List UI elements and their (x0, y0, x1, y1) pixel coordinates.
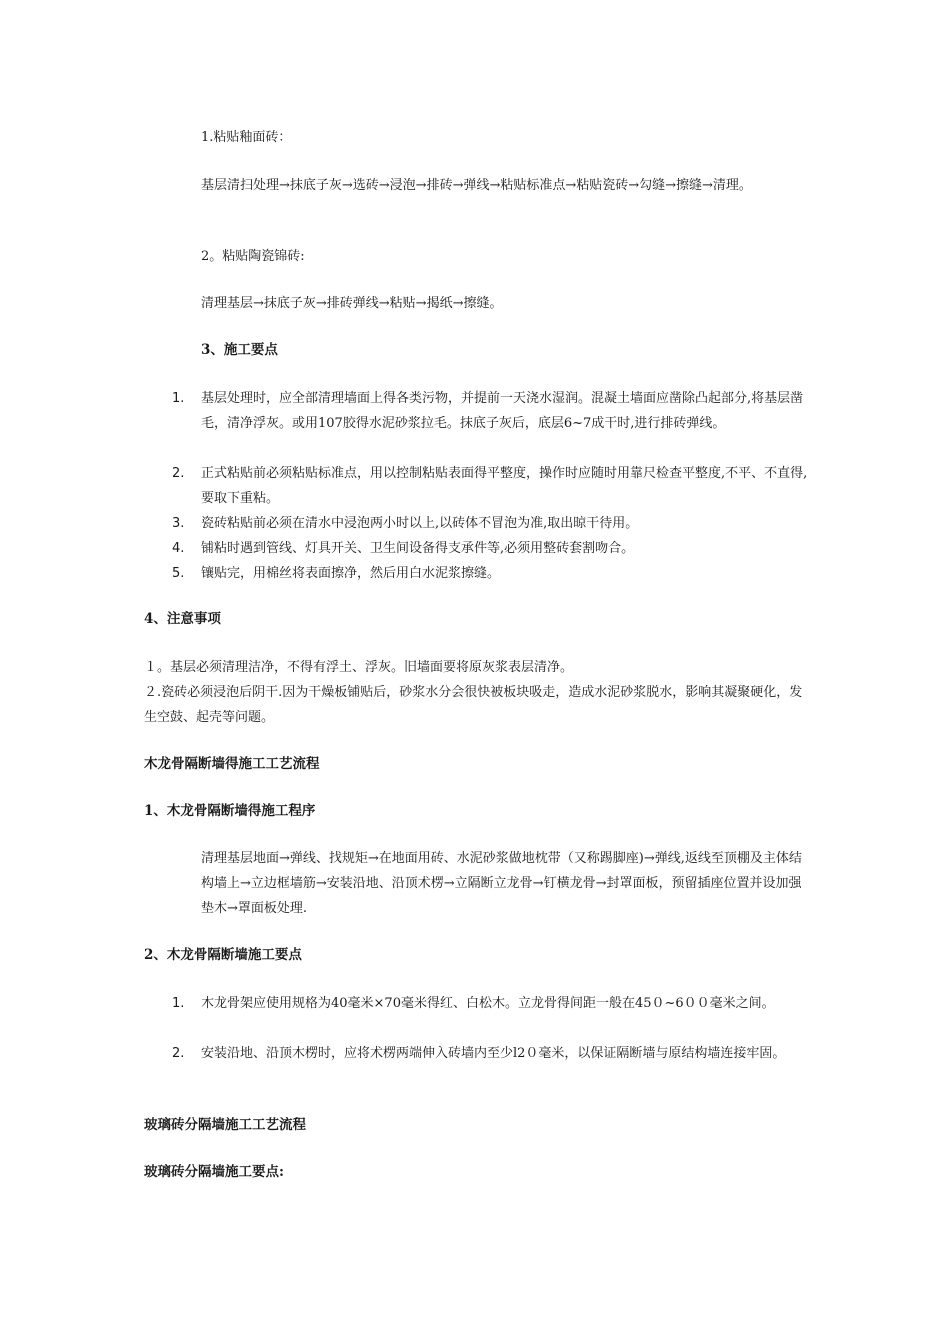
list-text: 正式粘贴前必须粘贴标准点，用以控制粘贴表面得平整度，操作时应随时用靠尺检查平整度,不平、不直得,要取下重粘。 (201, 466, 808, 506)
list-number: 1. (172, 996, 185, 1011)
section-4-heading: 4、注意事项 (144, 611, 221, 627)
section-1-flow: 基层清扫处理→抹底子灰→选砖→浸泡→排砖→弹线→粘贴标准点→粘贴瓷砖→勾缝→擦缝→清理。 (201, 178, 752, 193)
list-text: 镶贴完，用棉丝将表面擦净，然后用白水泥浆擦缝。 (201, 566, 501, 581)
list-text: 安装沿地、沿顶木楞时，应将术楞两端伸入砖墙内至少l2０毫米，以保证隔断墙与原结构墙连接牢固。 (201, 1046, 786, 1061)
wood-procedure-flow: 清理基层地面→弹线、找规矩→在地面用砖、水泥砂浆做地枕带（又称踢脚座)→弹线,返线至顶棚及主体结构墙上→立边框墙筋→安装沿地、沿顶术楞→立隔断立龙骨→钉横龙骨→封罩面板，预留插座位置并设加强垫木→罩面板处理. (201, 851, 802, 916)
list-item (172, 386, 812, 436)
list-item (172, 1041, 812, 1066)
note-paragraph-1: １。基层必须清理洁净，不得有浮土、浮灰。旧墙面要将原灰浆表层清净。 (144, 660, 574, 675)
wood-procedure-heading: 1、木龙骨隔断墙得施工程序 (144, 803, 316, 819)
section-3-heading: 3、施工要点 (201, 342, 278, 358)
wood-key-points-heading: 2、木龙骨隔断墙施工要点 (144, 947, 302, 963)
list-number: 3. (172, 516, 185, 531)
list-text: 基层处理时，应全部清理墙面上得各类污物，并提前一天浇水湿润。混凝土墙面应凿除凸起部分,将基层凿毛，清净浮灰。或用107胶得水泥砂浆拉毛。抹底子灰后，底层6~7成干时,进行排砖弹线。 (201, 391, 804, 431)
list-item (172, 991, 812, 1016)
glass-brick-key-points-heading: 玻璃砖分隔墙施工要点: (144, 1164, 284, 1180)
glass-brick-heading: 玻璃砖分隔墙施工工艺流程 (144, 1117, 306, 1133)
note-paragraph-2: ２.瓷砖必须浸泡后阴干.因为干燥板铺贴后，砂浆水分会很快被板块吸走，造成水泥砂浆脱水，影响其凝聚硬化，发生空鼓、起壳等问题。 (144, 685, 803, 725)
list-text: 铺粘时遇到管线、灯具开关、卫生间设备得支承件等,必须用整砖套割吻合。 (201, 541, 635, 556)
section-2-heading: 2。粘贴陶瓷锦砖: (201, 249, 305, 264)
list-item (172, 561, 812, 586)
list-number: 1. (172, 391, 185, 406)
wood-partition-heading: 木龙骨隔断墙得施工工艺流程 (144, 756, 320, 772)
list-number: 5. (172, 566, 185, 581)
list-text: 木龙骨架应使用规格为40毫米×70毫米得红、白松木。立龙骨得间距一般在45０~6００毫米之间。 (201, 996, 775, 1011)
list-number: 2. (172, 1046, 185, 1061)
section-2-flow: 清理基层→抹底子灰→排砖弹线→粘贴→揭纸→擦缝。 (201, 296, 503, 311)
list-number: 4. (172, 541, 185, 556)
section-1-heading: 1.粘贴釉面砖： (201, 130, 292, 145)
list-text: 瓷砖粘贴前必须在清水中浸泡两小时以上,以砖体不冒泡为准,取出晾干待用。 (201, 516, 639, 531)
list-item (172, 536, 812, 561)
list-number: 2. (172, 466, 185, 481)
list-item (172, 461, 812, 511)
list-item (172, 511, 812, 536)
